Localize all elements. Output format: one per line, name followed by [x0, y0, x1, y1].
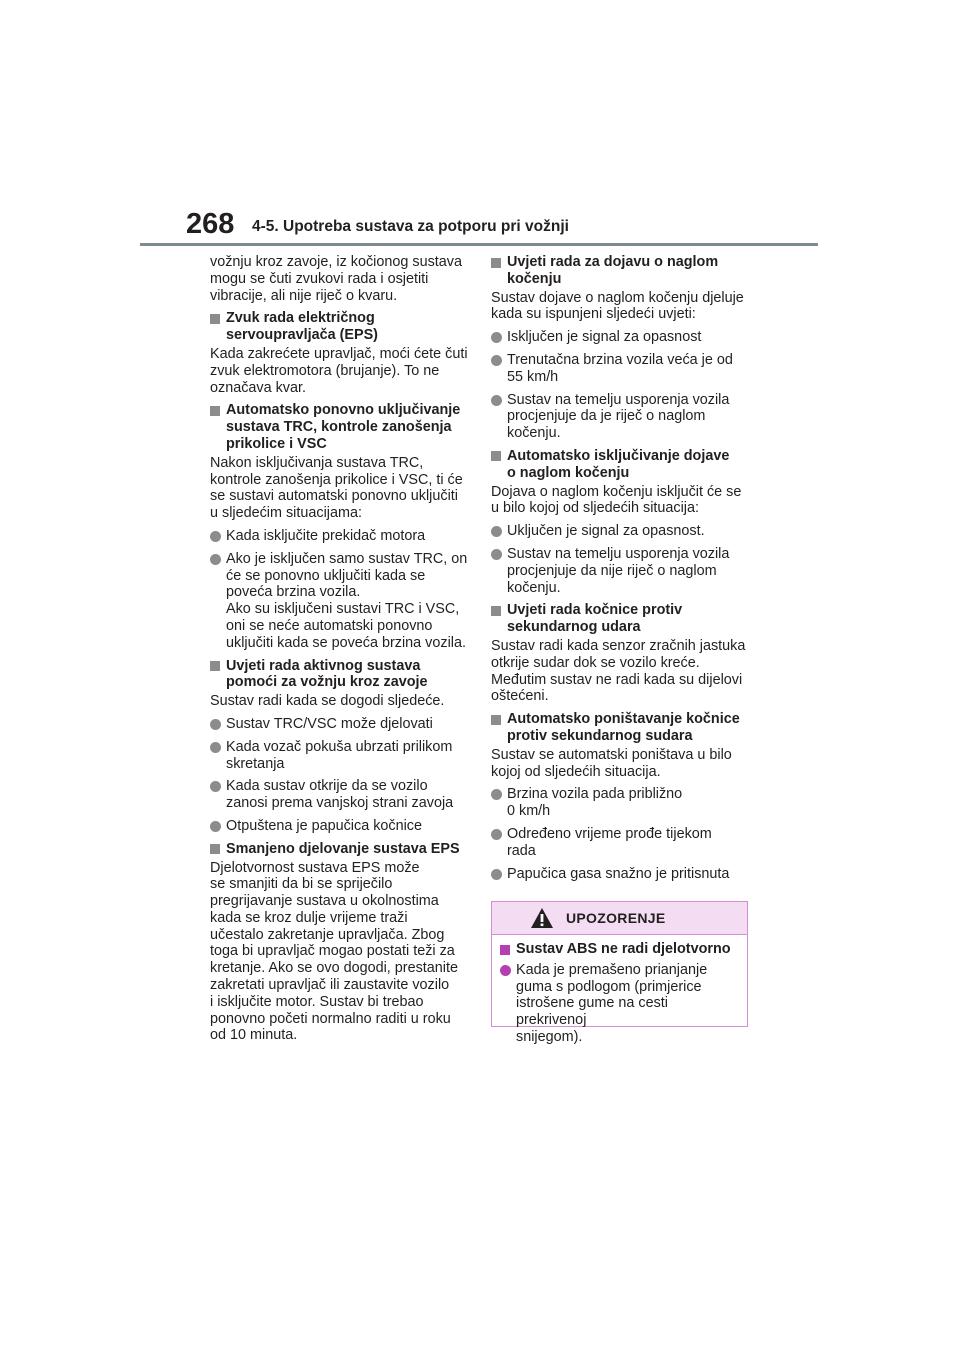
circle-bullet-icon [491, 332, 502, 343]
warning-heading [500, 941, 739, 958]
heading-line: o naglom kočenju [507, 464, 630, 481]
text-line: zvuk elektromotora (brujanje). To ne [210, 362, 440, 379]
text-line: vibracije, ali nije riječ o kvaru. [210, 287, 398, 304]
text-line: Sustav dojave o naglom kočenju djeluje [491, 289, 744, 306]
circle-bullet-icon [491, 549, 502, 560]
heading-line: Sustav ABS ne radi djelotvorno [516, 941, 731, 957]
text-line: zanosi prema vanjskoj strani zavoja [226, 795, 454, 812]
text-line: kontrole zanošenja prikolice i VSC, ti će [210, 471, 463, 488]
text-line: skretanja [226, 755, 285, 772]
text-line: Uključen je signal za opasnost. [507, 523, 705, 540]
section-heading-eps-reduced [210, 841, 468, 858]
list-item [491, 523, 749, 540]
text-line: Kada sustav otkrije da se vozilo [226, 778, 428, 795]
warning-box [491, 901, 748, 1045]
text-line: rada [507, 842, 536, 859]
text-line: oštećeni. [491, 688, 549, 705]
text-line: poveća brzina vozila. [226, 584, 361, 601]
eps-sound-text [210, 346, 468, 396]
text-line: 0 km/h [507, 803, 551, 820]
text-line: kojoj od sljedećih situacija. [491, 763, 661, 780]
text-line: istrošene gume na cesti prekrivenoj [516, 995, 668, 1029]
text-line: mogu se čuti zvukovi rada i osjetiti [210, 270, 429, 287]
text-line: Ako je isključen samo sustav TRC, on [226, 550, 468, 567]
list-item [500, 962, 739, 1046]
square-bullet-icon [210, 406, 220, 416]
list-item [491, 352, 749, 386]
intro-text [210, 254, 468, 304]
text-line: Sustav na temelju usporenja vozila [507, 391, 730, 408]
heading-line: prikolice i VSC [226, 435, 327, 452]
list-item [491, 786, 749, 820]
text-line: učestalo zakretanje upravljača. Zbog [210, 926, 445, 943]
secondary-collision-text [491, 638, 749, 705]
text-line: Kada je premašeno prianjanje [516, 961, 708, 978]
text-line: ponovno početi normalno raditi u roku [210, 1010, 451, 1027]
heading-line: Automatsko isključivanje dojave [507, 447, 730, 464]
heading-line: sekundarnog udara [507, 619, 641, 636]
text-line: Papučica gasa snažno je pritisnuta [507, 865, 730, 882]
text-line: u bilo kojoj od sljedećih situacija: [491, 500, 699, 517]
text-line: Kada isključite prekidač motora [226, 527, 426, 544]
text-line: Otpuštena je papučica kočnice [226, 817, 422, 834]
text-line: kočenju. [507, 425, 561, 442]
text-line: Sustav radi kada se dogodi sljedeće. [210, 693, 445, 710]
heading-line: kočenju [507, 270, 562, 287]
list-item [210, 716, 468, 733]
eps-reduced-text [210, 860, 468, 1045]
text-line: kada su ispunjeni sljedeći uvjeti: [491, 306, 696, 323]
text-line: Kada vozač pokuša ubrzati prilikom [226, 738, 453, 755]
text-line: u sljedećim situacijama: [210, 505, 362, 522]
circle-bullet-icon [491, 526, 502, 537]
heading-line: sustava TRC, kontrole zanošenja [226, 419, 452, 436]
heading-line: protiv sekundarnog sudara [507, 727, 693, 744]
text-line: Nakon isključivanja sustava TRC, [210, 454, 424, 471]
square-bullet-icon [500, 945, 510, 955]
warning-triangle-icon [530, 907, 554, 929]
heading-line: Uvjeti rada aktivnog sustava [226, 657, 421, 674]
heading-line: Automatsko poništavanje kočnice [507, 711, 740, 728]
right-column [491, 254, 749, 888]
heading-line: pomoći za vožnju kroz zavoje [226, 674, 428, 691]
square-bullet-icon [491, 606, 501, 616]
page-number: 268 [186, 208, 235, 240]
heading-line: Uvjeti rada za dojavu o naglom [507, 254, 719, 270]
text-line: zakretati upravljač ili zaustavite vozilo [210, 977, 450, 994]
circle-bullet-icon [210, 531, 221, 542]
text-line: Sustav se automatski poništava u bilo [491, 746, 732, 763]
text-line: će se ponovno uključiti kada se [226, 567, 426, 584]
text-line: 55 km/h [507, 368, 559, 385]
circle-bullet-icon [491, 869, 502, 880]
warning-header [492, 902, 747, 935]
square-bullet-icon [491, 451, 501, 461]
text-line: Isključen je signal za opasnost [507, 329, 702, 346]
list-item [491, 866, 749, 883]
text-line: kočenju. [507, 579, 561, 596]
emergency-signal-text [491, 290, 749, 324]
text-line: i isključite motor. Sustav bi trebao [210, 993, 424, 1010]
list-item [491, 329, 749, 346]
square-bullet-icon [491, 258, 501, 268]
square-bullet-icon [210, 661, 220, 671]
signal-off-text [491, 484, 749, 518]
circle-bullet-icon [491, 789, 502, 800]
circle-bullet-icon [210, 719, 221, 730]
secondary-cancel-text [491, 747, 749, 781]
text-line: pregrijavanje sustava u okolnostima [210, 893, 439, 910]
circle-bullet-icon [491, 829, 502, 840]
text-line: označava kvar. [210, 379, 306, 396]
left-column [210, 254, 468, 1050]
heading-line: Uvjeti rada kočnice protiv [507, 602, 683, 619]
list-item [491, 546, 749, 596]
circle-bullet-icon [491, 355, 502, 366]
text-line: Brzina vozila pada približno [507, 786, 683, 803]
list-item [210, 778, 468, 812]
text-line: oni se neće automatski ponovno [226, 617, 433, 634]
circle-bullet-icon [210, 781, 221, 792]
list-item [210, 739, 468, 773]
text-line: guma s podlogom (primjerice [516, 978, 702, 995]
heading-line: Smanjeno djelovanje sustava EPS [226, 840, 460, 857]
section-heading-cornering [210, 658, 468, 692]
header-rule [140, 243, 818, 246]
text-line: Trenutačna brzina vozila veća je od [507, 351, 733, 368]
section-heading-emergency-signal [491, 254, 749, 288]
text-line: vožnju kroz zavoje, iz kočionog sustava [210, 254, 462, 270]
text-line: se sustavi automatski ponovno uključiti [210, 488, 458, 505]
text-line: kada se kroz dulje vrijeme traži [210, 909, 408, 926]
heading-line: Zvuk rada električnog [226, 310, 375, 327]
warning-body [492, 935, 747, 1046]
section-heading-secondary-collision [491, 602, 749, 636]
circle-bullet-icon [491, 395, 502, 406]
square-bullet-icon [210, 314, 220, 324]
list-item [491, 392, 749, 442]
text-line: Sustav radi kada senzor zračnih jastuka [491, 637, 746, 654]
section-heading-auto-reenable [210, 402, 468, 452]
section-heading-secondary-cancel [491, 711, 749, 745]
text-line: Djelotvornost sustava EPS može [210, 859, 420, 876]
text-line: toga bi upravljač mogao postati teži za [210, 943, 455, 960]
text-line: Sustav na temelju usporenja vozila [507, 545, 730, 562]
text-line: Kada zakrećete upravljač, moći ćete čuti [210, 345, 468, 362]
list-item [210, 551, 468, 652]
list-item [210, 528, 468, 545]
text-line: Određeno vrijeme prođe tijekom [507, 825, 712, 842]
page-header-title: 4-5. Upotreba sustava za potporu pri vožnji [252, 218, 569, 235]
section-heading-signal-off [491, 448, 749, 482]
heading-line: servoupravljača (EPS) [226, 327, 378, 344]
cornering-text [210, 693, 468, 710]
circle-bullet-icon [210, 821, 221, 832]
list-item [210, 818, 468, 835]
heading-line: Automatsko ponovno uključivanje [226, 402, 461, 419]
warning-title: UPOZORENJE [566, 910, 666, 926]
text-line: procjenjuje da je riječ o naglom [507, 408, 706, 425]
text-line: Dojava o naglom kočenju isključit će se [491, 483, 742, 500]
circle-bullet-icon [500, 965, 511, 976]
circle-bullet-icon [210, 554, 221, 565]
circle-bullet-icon [210, 742, 221, 753]
text-line: od 10 minuta. [210, 1027, 298, 1044]
text-line: Sustav TRC/VSC može djelovati [226, 715, 433, 732]
section-heading-eps-sound [210, 310, 468, 344]
list-item [491, 826, 749, 860]
text-line: otkrije sudar dok se vozilo kreće. [491, 654, 700, 671]
text-line: se smanjiti da bi se spriječilo [210, 876, 393, 893]
text-line: Ako su isključeni sustavi TRC i VSC, [226, 601, 460, 618]
text-line: kretanje. Ako se ovo dogodi, prestanite [210, 960, 458, 977]
square-bullet-icon [210, 844, 220, 854]
text-line: procjenjuje da nije riječ o naglom [507, 562, 717, 579]
text-line: snijegom). [516, 1028, 583, 1045]
text-line: uključiti kada se poveća brzina vozila. [226, 634, 466, 651]
text-line: Međutim sustav ne radi kada su dijelovi [491, 671, 743, 688]
square-bullet-icon [491, 715, 501, 725]
auto-reenable-text [210, 455, 468, 522]
